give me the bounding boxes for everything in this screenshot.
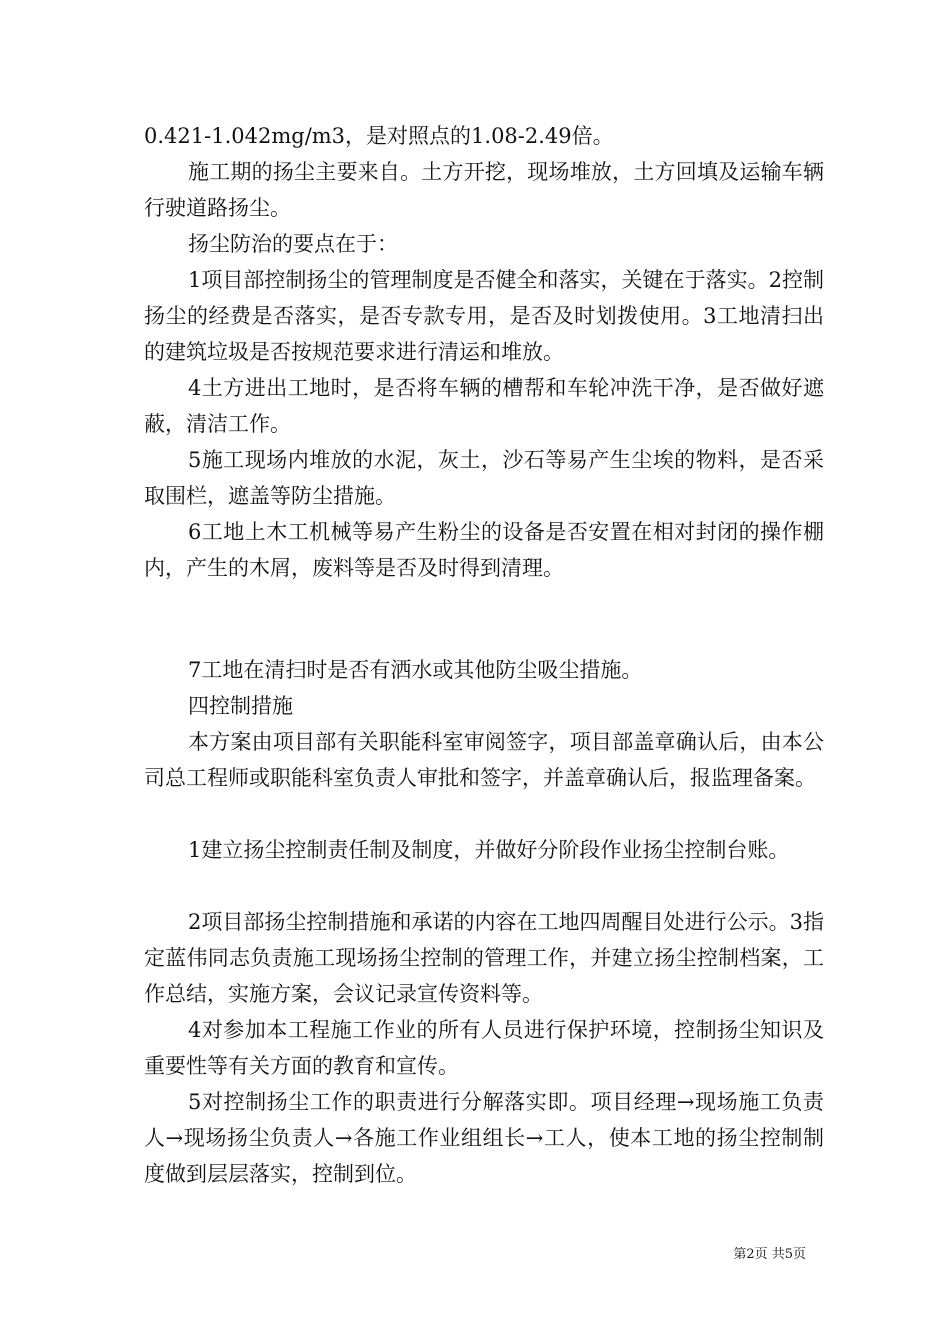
paragraph-measure-2-3: 2项目部扬尘控制措施和承诺的内容在工地四周醒目处进行公示。3指定蓝伟同志负责施工现场扬尘控制的管理工作，并建立扬尘控制档案，工作总结，实施方案，会议记录宣传资料等。 <box>144 910 824 1006</box>
paragraph-measurement: 0.421-1.042mg/m3，是对照点的1.08-2.49倍。 <box>144 124 614 148</box>
paragraph-measure-1: 1建立扬尘控制责任制及制度，并做好分阶段作业扬尘控制台账。 <box>188 838 790 862</box>
paragraph-point-5: 5施工现场内堆放的水泥，灰土，沙石等易产生尘埃的物料，是否采取围栏，遮盖等防尘措施。 <box>144 448 824 508</box>
paragraph-point-4: 4土方进出工地时，是否将车辆的槽帮和车轮冲洗干净，是否做好遮蔽，清洁工作。 <box>144 376 824 436</box>
paragraph-point-1-3: 1项目部控制扬尘的管理制度是否健全和落实，关键在于落实。2控制扬尘的经费是否落实，是否专款专用，是否及时划拨使用。3工地清扫出的建筑垃圾是否按规范要求进行清运和堆放。 <box>144 268 824 364</box>
paragraph-dust-sources: 施工期的扬尘主要来自。土方开挖，现场堆放，土方回填及运输车辆行驶道路扬尘。 <box>144 160 824 220</box>
paragraph-measure-4: 4对参加本工程施工作业的所有人员进行保护环境，控制扬尘知识及重要性等有关方面的教育和宣传。 <box>144 1018 824 1078</box>
page-number-footer: 第2页 共5页 <box>733 1247 806 1262</box>
paragraph-point-7: 7工地在清扫时是否有洒水或其他防尘吸尘措施。 <box>188 658 643 682</box>
section-heading-control-measures: 四控制措施 <box>188 694 293 718</box>
paragraph-prevention-heading: 扬尘防治的要点在于： <box>188 232 398 256</box>
paragraph-point-6: 6工地上木工机械等易产生粉尘的设备是否安置在相对封闭的操作棚内，产生的木屑，废料等是否及时得到清理。 <box>144 520 824 580</box>
paragraph-measure-5: 5对控制扬尘工作的职责进行分解落实即。项目经理→现场施工负责人→现场扬尘负责人→各施工作业组组长→工人，使本工地的扬尘控制制度做到层层落实，控制到位。 <box>144 1090 824 1186</box>
paragraph-approval: 本方案由项目部有关职能科室审阅签字，项目部盖章确认后，由本公司总工程师或职能科室负责人审批和签字，并盖章确认后，报监理备案。 <box>144 730 824 790</box>
